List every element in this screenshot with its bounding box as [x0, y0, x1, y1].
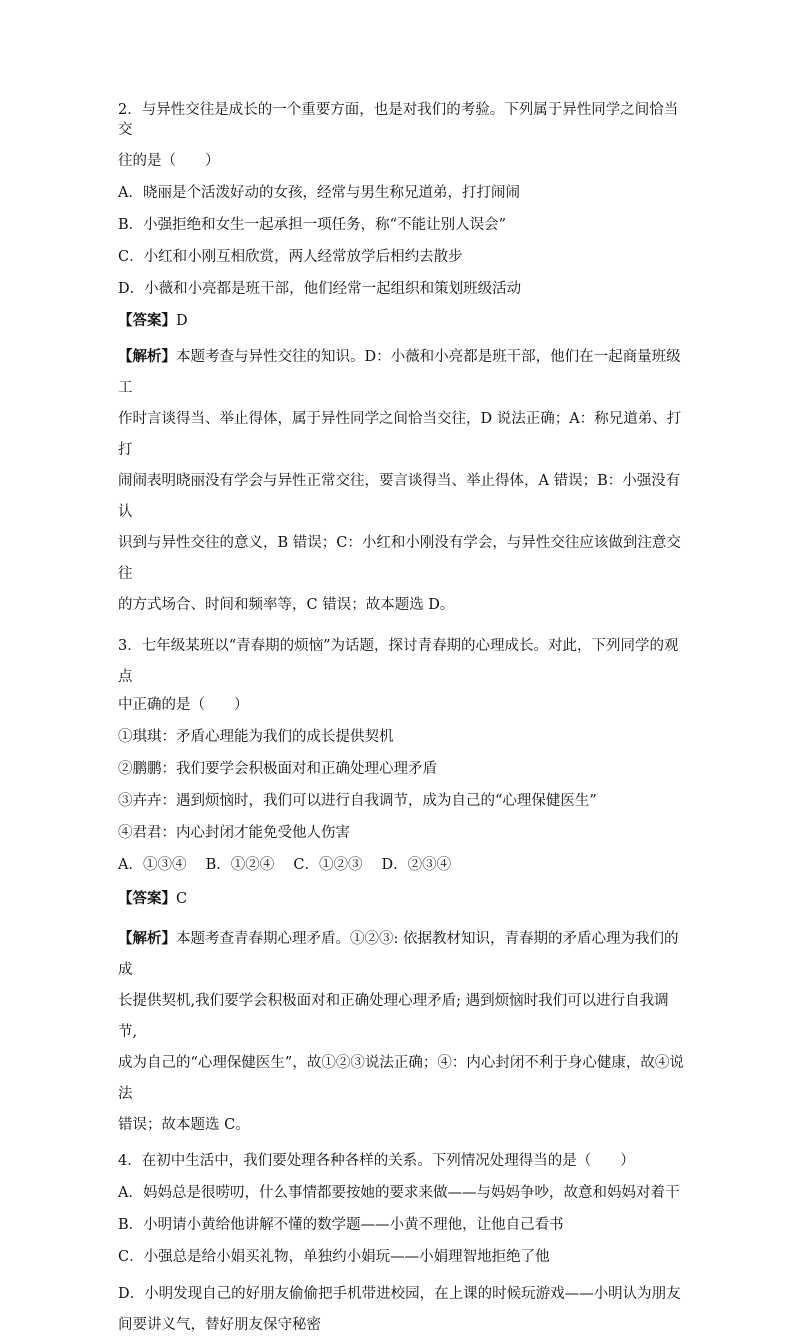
analysis-line: 的方式场合、时间和频率等，C 错误；故本题选 D。 [118, 597, 455, 613]
question-3 [118, 631, 684, 1141]
question-4-option-b: B．小明请小黄给他讲解不懂的数学题——小黄不理他，让他自己看书 [118, 1217, 564, 1233]
question-3-stem-line-1: 3．七年级某班以“青春期的烦恼”为话题，探讨青春期的心理成长。对此，下列同学的观点 [118, 638, 679, 685]
analysis-line: 作时言谈得当、举止得体，属于异性同学之间恰当交往，D 说法正确；A：称兄道弟、打打 [118, 411, 682, 458]
analysis-label: 【解析】 [118, 348, 176, 365]
question-4-option-c: C．小强总是给小娟买礼物，单独约小娟玩——小娟理智地拒绝了他 [118, 1249, 550, 1265]
question-3-choices: A．①③④ B．①②④ C．①②③ D．②③④ [118, 857, 452, 873]
question-2-stem-line-2: 往的是（ ） [118, 153, 220, 169]
analysis-line: 长提供契机,我们要学会积极面对和正确处理心理矛盾; 遇到烦恼时我们可以进行自我调节, [118, 993, 669, 1040]
analysis-line: 闹闹表明晓丽没有学会与异性正常交往，要言谈得当、举止得体，A 错误；B：小强没有认 [118, 473, 681, 520]
question-2-option-a: A．晓丽是个活泼好动的女孩，经常与男生称兄道弟，打打闹闹 [118, 185, 520, 201]
question-3-statement-4: ④君君：内心封闭才能免受他人伤害 [118, 825, 350, 841]
analysis-line: 识到与异性交往的意义，B 错误；C：小红和小刚没有学会，与异性交往应该做到注意交往 [118, 535, 681, 582]
analysis-line: 错误；故本题选 C。 [118, 1117, 250, 1133]
question-3-stem-line-2: 中正确的是（ ） [118, 697, 249, 713]
answer-value: C [176, 891, 188, 907]
document-page [118, 100, 684, 1341]
question-2-answer [118, 311, 684, 331]
question-3-statement-1: ①琪琪：矛盾心理能为我们的成长提供契机 [118, 729, 394, 745]
question-2 [118, 100, 684, 621]
question-2-option-c: C．小红和小刚互相欣赏，两人经常放学后相约去散步 [118, 249, 463, 265]
analysis-label: 【解析】 [118, 930, 176, 947]
question-3-statement-3: ③卉卉：遇到烦恼时，我们可以进行自我调节，成为自己的“心理保健医生” [118, 793, 597, 809]
answer-label: 【答案】 [118, 890, 176, 907]
question-3-answer [118, 889, 684, 909]
answer-label: 【答案】 [118, 312, 176, 329]
question-2-option-d: D．小薇和小亮都是班干部，他们经常一起组织和策划班级活动 [118, 281, 522, 297]
question-4-option-a: A．妈妈总是很唠叨，什么事情都要按她的要求来做——与妈妈争吵，故意和妈妈对着干 [118, 1185, 680, 1201]
option-d-line-1: D．小明发现自己的好朋友偷偷把手机带进校园，在上课的时候玩游戏——小明认为朋友 [118, 1286, 681, 1302]
question-3-analysis [118, 923, 684, 1141]
question-4-stem: 4．在初中生活中，我们要处理各种各样的关系。下列情况处理得当的是（ ） [118, 1153, 635, 1169]
option-d-line-2: 间要讲义气，替好朋友保守秘密 [118, 1317, 321, 1333]
question-2-option-b: B．小强拒绝和女生一起承担一项任务，称“不能让别人误会” [118, 217, 506, 233]
question-4-option-d [118, 1279, 684, 1341]
question-3-statement-2: ②鹏鹏：我们要学会积极面对和正确处理心理矛盾 [118, 761, 437, 777]
question-2-stem-line-1: 2．与异性交往是成长的一个重要方面，也是对我们的考验。下列属于异性同学之间恰当交 [118, 102, 679, 138]
question-4 [118, 1151, 684, 1341]
analysis-line: 本题考查与异性交往的知识。D：小薇和小亮都是班干部，他们在一起商量班级工 [118, 349, 681, 396]
analysis-line: 成为自己的“心理保健医生”，故①②③说法正确；④：内心封闭不利于身心健康，故④说法 [118, 1055, 684, 1102]
answer-value: D [176, 313, 188, 329]
analysis-line: 本题考查青春期心理矛盾。①②③: 依据教材知识，青春期的矛盾心理为我们的成 [118, 931, 679, 978]
question-2-analysis [118, 341, 684, 621]
